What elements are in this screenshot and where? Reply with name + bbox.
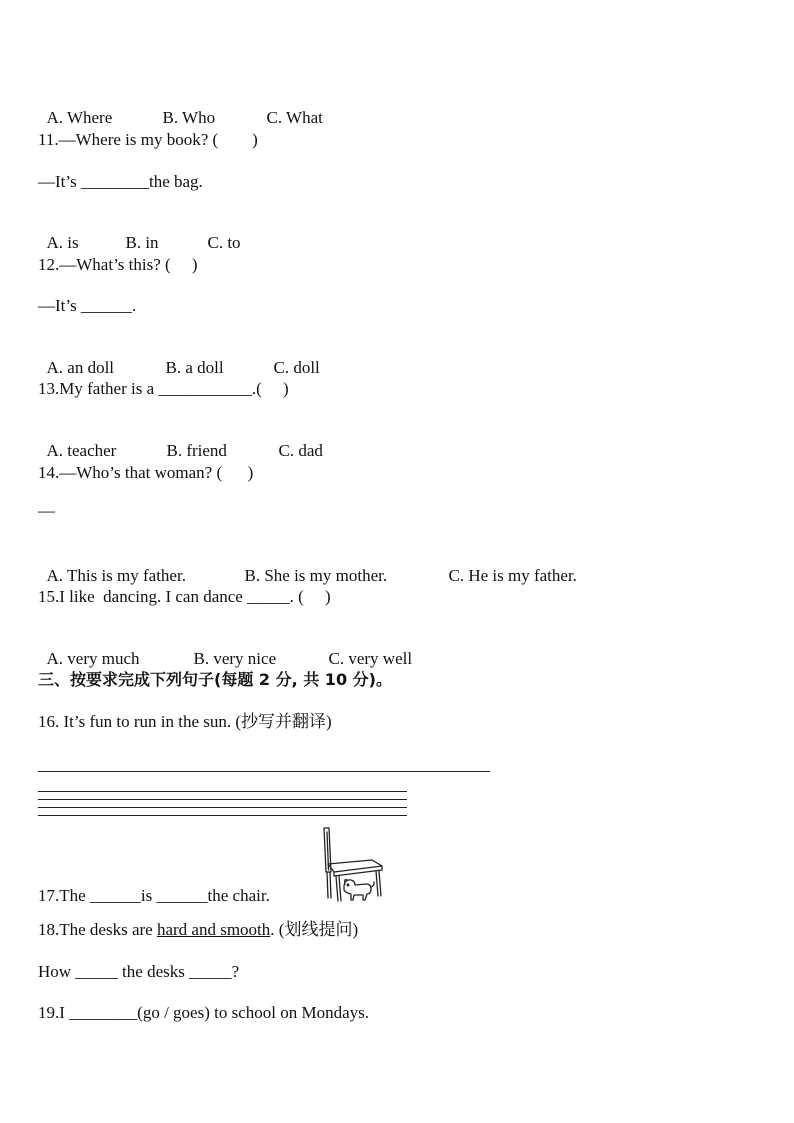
q10-option-b: B. Who bbox=[162, 108, 216, 127]
q17-question: 17.The ______is ______the chair. bbox=[38, 886, 270, 905]
q15-option-c: C. very well bbox=[328, 649, 413, 668]
q16-writing-line-2 bbox=[38, 799, 407, 800]
q15-option-b: B. very nice bbox=[193, 649, 277, 668]
q11-question: 11.—Where is my book? ( ) bbox=[38, 130, 258, 149]
section-3-heading: 三、按要求完成下列句子(每题 2 分, 共 10 分)。 bbox=[38, 670, 392, 689]
q12-question: 12.—What’s this? ( ) bbox=[38, 255, 198, 274]
q12-answer-line: —It’s ______. bbox=[38, 296, 137, 315]
q14-option-a: A. This is my father. bbox=[46, 566, 186, 585]
q14-option-c: C. He is my father. bbox=[448, 566, 577, 585]
q16-writing-line-1 bbox=[38, 791, 407, 792]
q12-options bbox=[38, 338, 320, 378]
q14-options bbox=[38, 546, 577, 586]
q18-question bbox=[38, 920, 358, 940]
q13-option-b: B. friend bbox=[166, 441, 227, 460]
q11-options bbox=[38, 213, 241, 253]
chair-dog-image bbox=[320, 826, 386, 902]
q14-question: 14.—Who’s that woman? ( ) bbox=[38, 463, 254, 482]
q14-answer-line: — bbox=[38, 501, 55, 520]
q18-prefix: 18.The desks are bbox=[38, 920, 157, 939]
q19-question: 19.I ________(go / goes) to school on Mondays. bbox=[38, 1003, 370, 1022]
q11-option-c: C. to bbox=[207, 233, 241, 252]
q18-answer-line: How _____ the desks _____? bbox=[38, 962, 240, 981]
q13-question: 13.My father is a ___________.( ) bbox=[38, 379, 289, 398]
q16-copy-line bbox=[38, 771, 490, 772]
q16-writing-line-3 bbox=[38, 807, 407, 808]
q15-option-a: A. very much bbox=[46, 649, 140, 668]
q16-question: 16. It’s fun to run in the sun. (抄写并翻译) bbox=[38, 712, 332, 731]
q16-writing-line-4 bbox=[38, 815, 407, 816]
q13-option-c: C. dad bbox=[278, 441, 323, 460]
q10-option-a: A. Where bbox=[46, 108, 113, 127]
q12-option-b: B. a doll bbox=[165, 358, 224, 377]
q13-option-a: A. teacher bbox=[46, 441, 117, 460]
q15-question: 15.I like dancing. I can dance _____. ( ) bbox=[38, 587, 331, 606]
q13-options bbox=[38, 421, 323, 461]
q18-suffix: . (划线提问) bbox=[270, 920, 359, 939]
q14-option-b: B. She is my mother. bbox=[244, 566, 388, 585]
q11-answer-line: —It’s ________the bag. bbox=[38, 172, 203, 191]
q11-option-b: B. in bbox=[125, 233, 159, 252]
q12-option-c: C. doll bbox=[273, 358, 320, 377]
q11-option-a: A. is bbox=[46, 233, 79, 252]
q10-options bbox=[38, 88, 323, 128]
q10-option-c: C. What bbox=[266, 108, 323, 127]
q18-underlined-phrase: hard and smooth bbox=[156, 920, 271, 939]
q12-option-a: A. an doll bbox=[46, 358, 115, 377]
q15-options bbox=[38, 629, 412, 669]
